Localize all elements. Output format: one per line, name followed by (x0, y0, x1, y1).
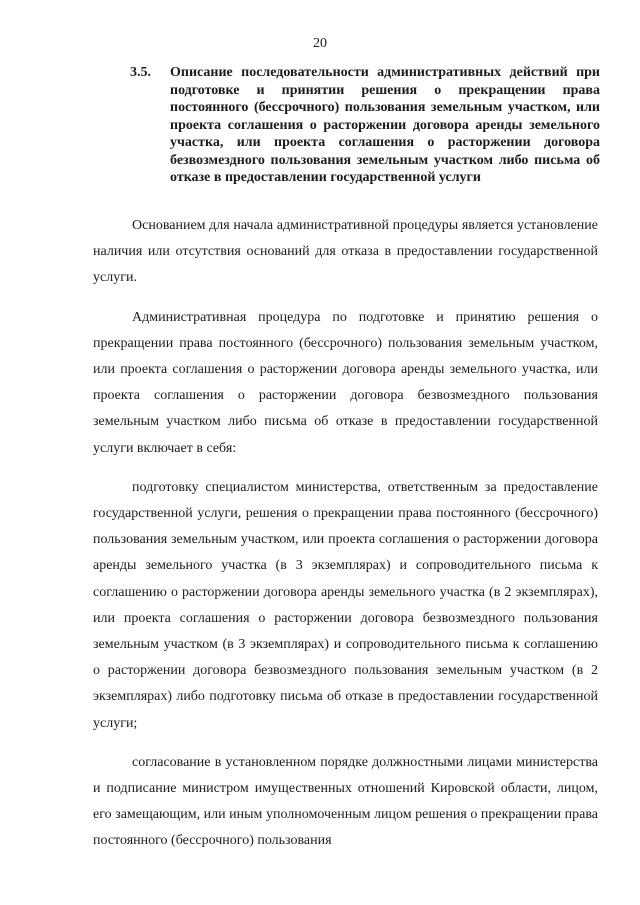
page-number: 20 (313, 36, 327, 51)
paragraph-procedure-scope: Административная процедура по подготовке и принятию решения о прекращении права постоянного (бессрочного) пользования земельным участком, или проекта соглашения о расторжении договора аренды земельного участка, или проекта соглашения о расторжении договора безвозмездного пользования земельным участком либо письма об отказе в предоставлении государственной услуги включает в себя: (93, 309, 598, 456)
section-number: 3.5. (130, 65, 151, 80)
section-title: Описание последовательности административных действий при подготовке и принятии решения о прекращении права постоянного (бессрочного) пользования земельным участком, или проекта соглашения о расторжении договора аренды земельного участка, или проекта соглашения о расторжении договора безвозмездного пользования земельным участком либо письма об отказе в предоставлении государственной услуги (170, 65, 600, 185)
paragraph-preparation-step: подготовку специалистом министерства, ответственным за предоставление государственной услуги, решения о прекращении права постоянного (бессрочного) пользования земельным участком, или проекта соглашения о расторжении договора аренды земельного участка (в 3 экземплярах) и сопроводительного письма к соглашению о расторжении договора аренды земельного участка (в 2 экземплярах), или проекта соглашения о расторжении договора безвозмездного пользования земельным участком (в 3 экземплярах) и сопроводительного письма к соглашению о расторжении договора безвозмездного пользования земельным участком (в 2 экземплярах) либо подготовку письма об отказе в предоставлении государственной услуги; (93, 479, 598, 731)
paragraph-basis: Основанием для начала административной процедуры является установление наличия или отсутствия оснований для отказа в предоставлении государственной услуги. (93, 218, 598, 286)
document-body (93, 213, 598, 868)
paragraph-approval-step: согласование в установленном порядке должностными лицами министерства и подписание министром имущественных отношений Кировской области, лицом, его замещающим, или иным уполномоченным лицом решения о прекращении права постоянного (бессрочного) пользования (93, 754, 598, 849)
section-heading (130, 64, 600, 187)
